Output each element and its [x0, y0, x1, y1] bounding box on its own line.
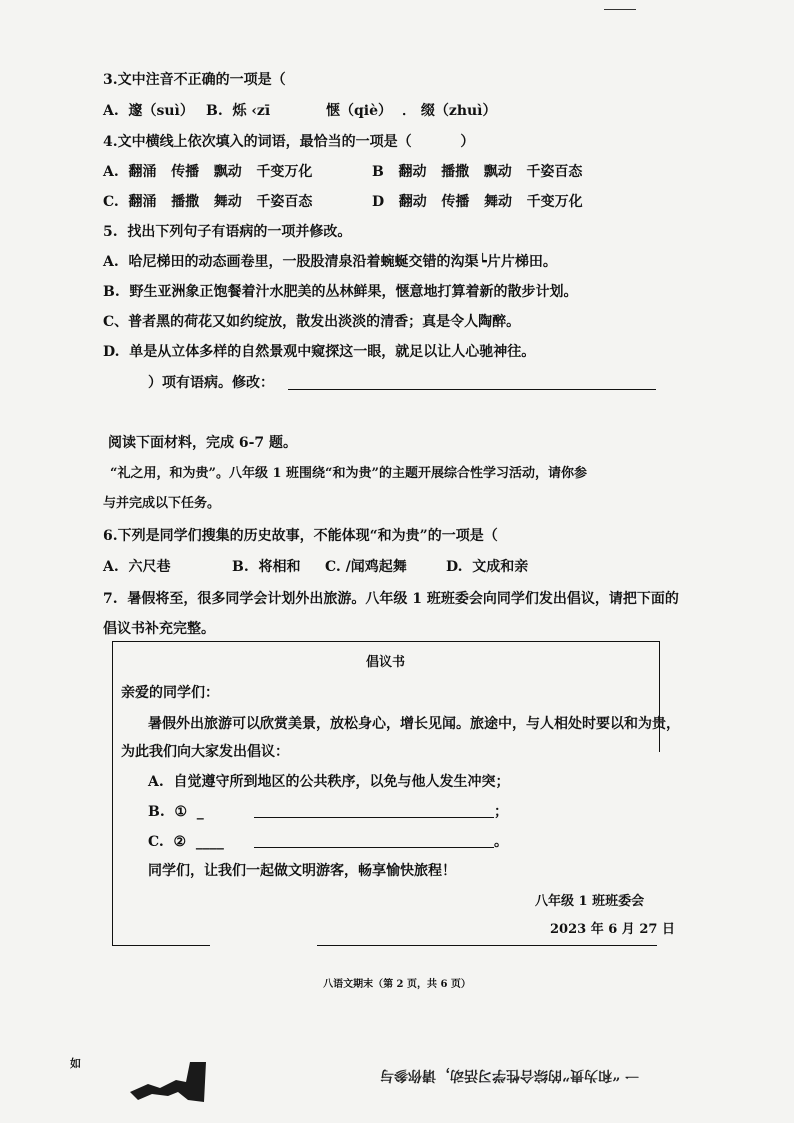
q7-stem-2: 倡议书补充完整。 — [103, 621, 215, 637]
q6-option-d: D. 文成和亲 — [446, 559, 529, 575]
q6-stem: 6.下列是同学们搜集的历史故事，不能体现“和为贵”的一项是（ — [103, 528, 498, 544]
q3-option-a: A. 邃（suì） — [103, 103, 194, 119]
q5-answer-line[interactable] — [288, 389, 656, 390]
q3-stem: 3.文中注音不正确的一项是（ — [103, 72, 286, 88]
proposal-closing: 同学们，让我们一起做文明游客，畅享愉快旅程！ — [148, 863, 456, 879]
proposal-greeting: 亲爱的同学们： — [121, 685, 219, 701]
q4-stem: 4.文中横线上依次填入的词语，最恰当的一项是（ ） — [103, 134, 475, 150]
q6-option-a: A. 六尺巷 — [103, 559, 171, 575]
q6-option-c: C. /闻鸡起舞 — [325, 559, 407, 575]
q5-stem: 5. 找出下列句子有语病的一项并修改。 — [103, 224, 352, 240]
q7-stem-1: 7. 暑假将至，很多同学会计划外出旅游。八年级 1 班班委会向同学们发出倡议，请把下面的 — [103, 591, 679, 607]
proposal-box-bottom-left — [112, 945, 210, 946]
q3-option-d: ． 缀（zhuì） — [402, 103, 497, 119]
proposal-item-c-answer-line[interactable] — [254, 847, 494, 848]
q3-option-b: B. 烁 ‹zī — [206, 103, 271, 119]
q5-option-a: A. 哈尼梯田的动态画卷里，一股股清泉沿着蜿蜒交错的沟渠┕片片梯田。 — [103, 254, 557, 270]
bleed-through-text: 一 “和为贵”的综合性学习活动，请你参与 — [380, 1067, 639, 1083]
proposal-signer: 八年级 1 班班委会 — [535, 894, 645, 909]
q5-option-c: C、普者黑的荷花又如约绽放，散发出淡淡的清香；真是令人陶醉。 — [103, 314, 521, 330]
q4-option-d: D 翻动 传播 舞动 千变万化 — [372, 194, 583, 210]
top-mark — [604, 9, 636, 10]
proposal-box-bottom-right — [317, 945, 657, 946]
reading-intro: 阅读下面材料，完成 6-7 题。 — [108, 435, 298, 451]
proposal-item-c: C. ② ____ — [148, 834, 224, 850]
page-footer: 八语文期末（第 2 页，共 6 页） — [323, 979, 471, 990]
reading-para-2: 与并完成以下任务。 — [103, 496, 221, 511]
bleed-stamp: 如 — [70, 1057, 81, 1070]
proposal-body-1: 暑假外出旅游可以欣赏美景，放松身心，增长见闻。旅途中，与人相处时要以和为贵， — [148, 716, 680, 732]
proposal-title: 倡议书 — [366, 655, 406, 670]
q5-option-b: B. 野生亚洲象正饱餐着汁水肥美的丛林鲜果，惬意地打算着新的散步计划。 — [103, 284, 578, 300]
proposal-date: 2023 年 6 月 27 日 — [550, 922, 675, 937]
proposal-item-b: B. ① _ — [148, 804, 204, 820]
ink-smudge-icon — [128, 1062, 208, 1102]
q4-option-a: A. 翻涌 传播 飘动 千变万化 — [103, 164, 313, 180]
q5-fill-label: ）项有语病。修改： — [148, 375, 274, 391]
proposal-item-b-answer-line[interactable] — [254, 817, 494, 818]
proposal-box-left-edge — [112, 751, 113, 946]
proposal-item-b-end: ； — [494, 804, 508, 820]
q6-option-b: B. 将相和 — [232, 559, 301, 575]
q3-option-c: 惬（qiè） — [326, 103, 393, 119]
reading-para-1: “礼之用，和为贵”。八年级 1 班围绕“和为贵”的主题开展综合性学习活动，请你参 — [110, 466, 588, 481]
proposal-item-a: A. 自觉遵守所到地区的公共秩序，以免与他人发生冲突； — [148, 774, 510, 790]
q5-option-d: D. 单是从立体多样的自然景观中窥探这一眼，就足以让人心驰神往。 — [103, 344, 536, 360]
proposal-item-c-end: 。 — [494, 834, 508, 850]
proposal-body-2: 为此我们向大家发出倡议： — [121, 744, 289, 760]
q4-option-c: C. 翻涌 播撒 舞动 千姿百态 — [103, 194, 313, 210]
q4-option-b: B 翻动 播撒 飘动 千姿百态 — [372, 164, 583, 180]
